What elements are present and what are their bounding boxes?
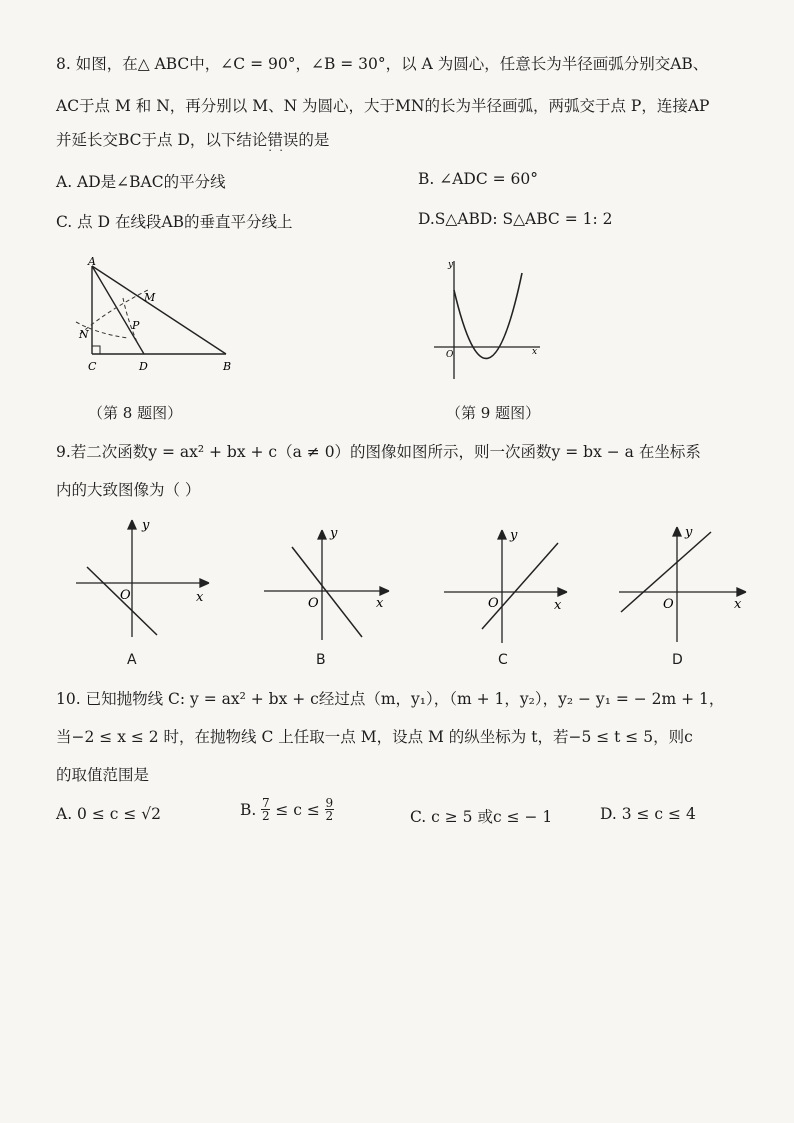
graph-b-y-arrow bbox=[318, 530, 326, 539]
q8-line-3-pre: 并延长交BC于点 D，以下结论 bbox=[56, 131, 268, 149]
q8-option-d: D.S△ABD: S△ABC = 1: 2 bbox=[418, 210, 613, 228]
q9-x-label: x bbox=[532, 347, 538, 357]
q9-figure bbox=[428, 255, 548, 385]
graph-c-line bbox=[482, 543, 558, 629]
right-angle-mark bbox=[92, 346, 100, 354]
q9-parabola bbox=[454, 273, 522, 358]
graph-d-x-arrow bbox=[737, 588, 746, 596]
graph-d-origin: O bbox=[663, 597, 674, 612]
q8-emphasis: 错误 · · bbox=[267, 131, 298, 149]
label-m: M bbox=[144, 291, 156, 304]
q8-line-1: 8. 如图，在△ ABC中，∠C = 90°，∠B = 30°，以 A 为圆心，任意长为半径画弧分别交AB、 bbox=[56, 55, 709, 73]
q9-figure-caption: （第 9 题图） bbox=[446, 404, 541, 422]
q9-line-2: 内的大致图像为（ ） bbox=[56, 481, 201, 499]
graph-b bbox=[260, 525, 390, 650]
fraction-1-den: 2 bbox=[262, 809, 270, 823]
graph-c bbox=[440, 525, 570, 650]
q8-option-a: A. AD是∠BAC的平分线 bbox=[56, 173, 226, 191]
fraction-1-num: 7 bbox=[262, 796, 270, 810]
q10-option-c: C. c ≥ 5 或c ≤ − 1 bbox=[410, 808, 553, 826]
choice-d-label: D bbox=[672, 652, 683, 668]
label-n: N bbox=[79, 328, 89, 341]
graph-c-y-arrow bbox=[498, 530, 506, 539]
graph-c-origin: O bbox=[488, 596, 499, 611]
q8-figure bbox=[68, 252, 248, 377]
q8-figure-caption: （第 8 题图） bbox=[88, 404, 183, 422]
choice-c-label: C bbox=[498, 652, 508, 668]
q9-y-label: y bbox=[448, 260, 454, 270]
graph-d-y-arrow bbox=[673, 527, 681, 536]
graph-a-x-label: x bbox=[196, 590, 204, 605]
q10-line-3: 的取值范围是 bbox=[56, 766, 150, 784]
q10-option-b-mid: ≤ c ≤ bbox=[275, 800, 320, 819]
fraction-2-den: 2 bbox=[325, 809, 334, 823]
fraction-2 bbox=[325, 797, 334, 822]
graph-b-line bbox=[292, 547, 362, 637]
q10-line-2: 当−2 ≤ x ≤ 2 时，在抛物线 C 上任取一点 M，设点 M 的纵坐标为 t，若−5 ≤ t ≤ 5，则c bbox=[56, 728, 693, 746]
graph-c-x-label: x bbox=[554, 598, 562, 613]
choice-a-label: A bbox=[127, 652, 137, 668]
graph-c-x-arrow bbox=[558, 588, 567, 596]
graph-b-x-arrow bbox=[380, 587, 389, 595]
fraction-1 bbox=[261, 797, 270, 822]
graph-a-origin: O bbox=[120, 588, 131, 603]
q9-line-1: 9.若二次函数y = ax² + bx + c（a ≠ 0）的图像如图所示，则一次函数y = bx − a 在坐标系 bbox=[56, 443, 701, 461]
fraction-2-num: 9 bbox=[325, 796, 334, 810]
graph-b-x-label: x bbox=[376, 596, 384, 611]
graph-d-x-label: x bbox=[734, 597, 742, 612]
choice-b-label: B bbox=[316, 652, 326, 668]
segment-ab bbox=[92, 266, 226, 354]
q10-option-b bbox=[240, 797, 334, 822]
q9-origin-label: O bbox=[446, 350, 454, 360]
q8-line-3 bbox=[56, 128, 329, 150]
q8-line-2: AC于点 M 和 N，再分别以 M、N 为圆心，大于MN的长为半径画弧，两弧交于点 P，连接AP bbox=[56, 97, 710, 115]
graph-c-y-label: y bbox=[510, 528, 518, 543]
graph-b-y-label: y bbox=[330, 526, 338, 541]
label-d: D bbox=[139, 360, 148, 373]
graph-d bbox=[615, 522, 750, 647]
label-a: A bbox=[88, 255, 96, 268]
q10-option-d: D. 3 ≤ c ≤ 4 bbox=[600, 805, 696, 823]
graph-a bbox=[72, 515, 212, 640]
label-b: B bbox=[223, 360, 232, 373]
graph-d-y-label: y bbox=[685, 525, 693, 540]
q10-line-1: 10. 已知抛物线 C: y = ax² + bx + c经过点（m，y₁），（m + 1，y₂），y₂ − y₁ = − 2m + 1， bbox=[56, 690, 725, 708]
q8-option-b: B. ∠ADC = 60° bbox=[418, 170, 539, 188]
q8-line-3-post: 的是 bbox=[298, 131, 330, 149]
label-p: P bbox=[132, 319, 140, 332]
graph-b-origin: O bbox=[308, 596, 319, 611]
q8-option-c: C. 点 D 在线段AB的垂直平分线上 bbox=[56, 213, 293, 231]
graph-a-y-label: y bbox=[142, 518, 150, 533]
q10-option-a: A. 0 ≤ c ≤ √2 bbox=[56, 805, 162, 823]
graph-a-y-arrow bbox=[128, 520, 136, 529]
q10-option-b-prefix: B. bbox=[240, 800, 257, 819]
graph-a-x-arrow bbox=[200, 579, 209, 587]
label-c: C bbox=[88, 360, 97, 373]
